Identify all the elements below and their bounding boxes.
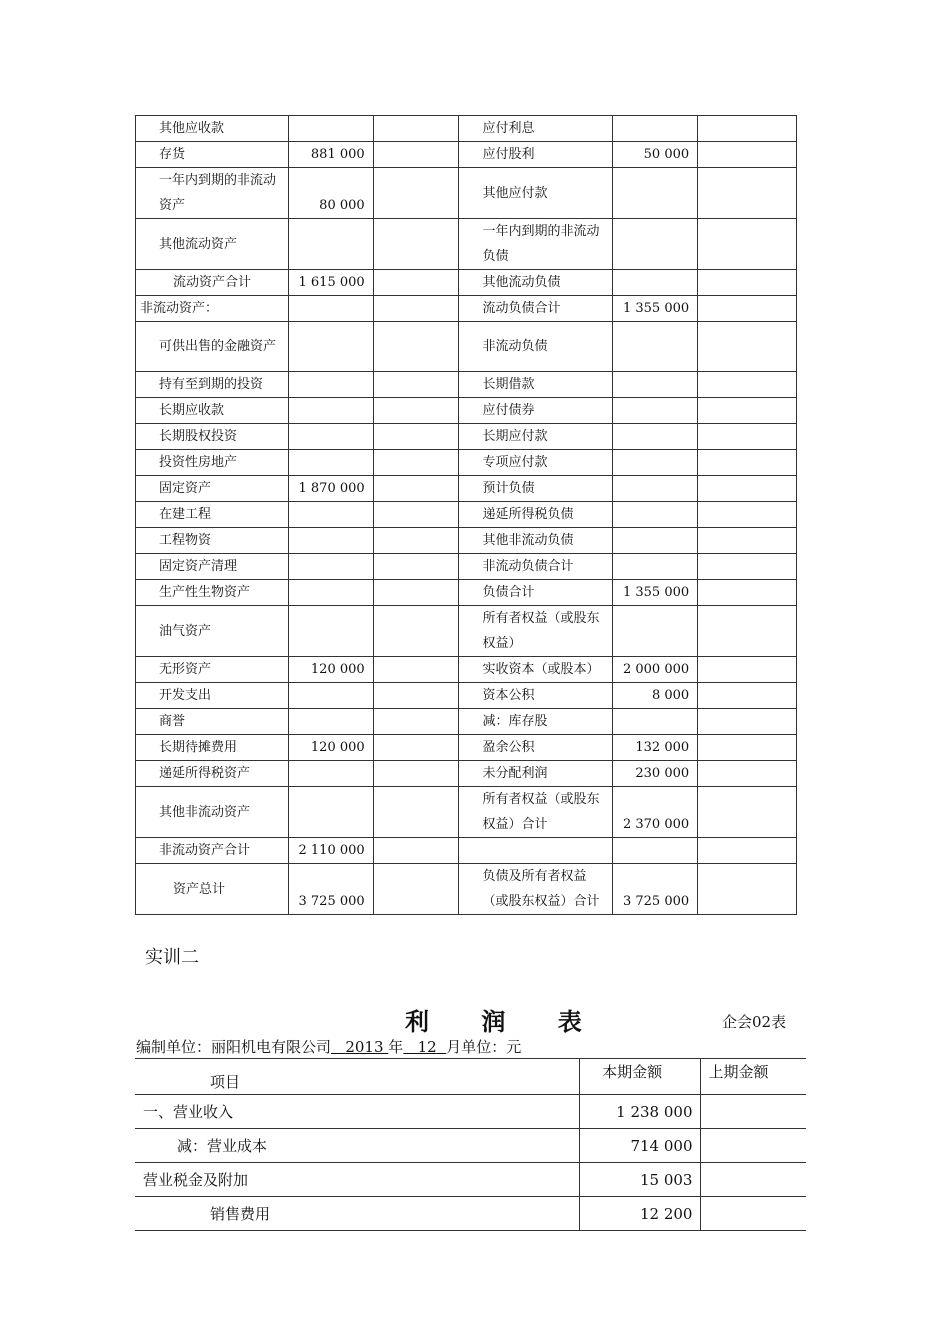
table-row — [136, 116, 797, 142]
right-end-amount — [613, 476, 698, 502]
right-end-amount — [613, 709, 698, 735]
table-row — [136, 761, 797, 787]
current-amount: 12 200 — [580, 1197, 701, 1231]
table-row — [136, 296, 797, 322]
left-begin-amount — [373, 476, 459, 502]
left-item: 流动资产合计 — [136, 270, 289, 296]
left-end-amount — [288, 424, 373, 450]
left-begin-amount — [373, 528, 459, 554]
table-row — [135, 1129, 806, 1163]
left-item: 长期待摊费用 — [136, 735, 289, 761]
left-item: 资产总计 — [136, 864, 289, 915]
left-end-amount — [288, 372, 373, 398]
right-item: 非流动负债合计 — [459, 554, 613, 580]
left-item: 在建工程 — [136, 502, 289, 528]
left-end-amount — [288, 787, 373, 838]
left-end-amount — [288, 554, 373, 580]
left-begin-amount — [373, 502, 459, 528]
right-item: 其他应付款 — [459, 168, 613, 219]
right-end-amount: 2 370 000 — [613, 787, 698, 838]
left-begin-amount — [373, 296, 459, 322]
left-begin-amount — [373, 838, 459, 864]
left-end-amount — [288, 219, 373, 270]
left-begin-amount — [373, 554, 459, 580]
right-begin-amount — [698, 554, 797, 580]
report-year: 2013 — [345, 1038, 384, 1056]
table-row — [136, 372, 797, 398]
right-item: 其他非流动负债 — [459, 528, 613, 554]
left-begin-amount — [373, 168, 459, 219]
right-item: 非流动负债 — [459, 322, 613, 372]
left-item: 长期股权投资 — [136, 424, 289, 450]
right-item: 流动负债合计 — [459, 296, 613, 322]
month-unit-suffix: 月单位：元 — [446, 1038, 522, 1056]
left-begin-amount — [373, 322, 459, 372]
table-row — [136, 657, 797, 683]
left-begin-amount — [373, 270, 459, 296]
table-header-row — [135, 1059, 806, 1095]
report-month: 12 — [417, 1038, 437, 1056]
right-begin-amount — [698, 864, 797, 915]
preparer-unit: 编制单位：丽阳机电有限公司 — [136, 1038, 332, 1056]
income-statement-table — [135, 1058, 806, 1231]
right-begin-amount — [698, 787, 797, 838]
left-item: 生产性生物资产 — [136, 580, 289, 606]
table-row — [136, 219, 797, 270]
right-begin-amount — [698, 709, 797, 735]
header-current: 本期金额 — [580, 1059, 701, 1095]
table-row — [136, 502, 797, 528]
right-begin-amount — [698, 476, 797, 502]
preparer-line — [136, 1036, 521, 1057]
left-begin-amount — [373, 142, 459, 168]
left-end-amount — [288, 398, 373, 424]
right-item: 其他流动负债 — [459, 270, 613, 296]
right-begin-amount — [698, 838, 797, 864]
header-previous: 上期金额 — [701, 1059, 806, 1095]
table-row — [136, 528, 797, 554]
left-item: 无形资产 — [136, 657, 289, 683]
table-row — [135, 1095, 806, 1129]
left-begin-amount — [373, 735, 459, 761]
previous-amount — [701, 1129, 806, 1163]
left-end-amount: 120 000 — [288, 657, 373, 683]
right-begin-amount — [698, 424, 797, 450]
table-row — [136, 735, 797, 761]
right-item: 负债合计 — [459, 580, 613, 606]
right-end-amount — [613, 502, 698, 528]
left-item: 可供出售的金融资产 — [136, 322, 289, 372]
table-row — [136, 450, 797, 476]
right-item: 长期借款 — [459, 372, 613, 398]
left-begin-amount — [373, 709, 459, 735]
left-end-amount — [288, 450, 373, 476]
left-item: 持有至到期的投资 — [136, 372, 289, 398]
left-item: 其他应收款 — [136, 116, 289, 142]
left-item: 长期应收款 — [136, 398, 289, 424]
right-item: 减：库存股 — [459, 709, 613, 735]
left-end-amount: 1 870 000 — [288, 476, 373, 502]
table-row — [136, 476, 797, 502]
left-item: 商誉 — [136, 709, 289, 735]
right-item: 长期应付款 — [459, 424, 613, 450]
table-row — [136, 864, 797, 915]
right-end-amount — [613, 528, 698, 554]
current-amount: 1 238 000 — [580, 1095, 701, 1129]
table-row — [136, 709, 797, 735]
left-begin-amount — [373, 372, 459, 398]
right-end-amount: 8 000 — [613, 683, 698, 709]
right-begin-amount — [698, 296, 797, 322]
right-item: 未分配利润 — [459, 761, 613, 787]
right-end-amount: 3 725 000 — [613, 864, 698, 915]
right-end-amount — [613, 450, 698, 476]
item: 营业税金及附加 — [135, 1163, 580, 1197]
left-end-amount — [288, 709, 373, 735]
right-item: 专项应付款 — [459, 450, 613, 476]
right-end-amount — [613, 219, 698, 270]
table-row — [136, 580, 797, 606]
left-begin-amount — [373, 657, 459, 683]
left-end-amount — [288, 296, 373, 322]
left-begin-amount — [373, 864, 459, 915]
right-end-amount: 50 000 — [613, 142, 698, 168]
left-end-amount — [288, 683, 373, 709]
left-begin-amount — [373, 580, 459, 606]
right-end-amount — [613, 606, 698, 657]
table-row — [136, 606, 797, 657]
left-end-amount: 881 000 — [288, 142, 373, 168]
right-begin-amount — [698, 735, 797, 761]
left-begin-amount — [373, 219, 459, 270]
right-begin-amount — [698, 168, 797, 219]
right-begin-amount — [698, 219, 797, 270]
right-item: 资本公积 — [459, 683, 613, 709]
right-item: 应付利息 — [459, 116, 613, 142]
table-row — [135, 1163, 806, 1197]
right-end-amount — [613, 398, 698, 424]
left-end-amount: 1 615 000 — [288, 270, 373, 296]
form-code: 企会02表 — [722, 1013, 787, 1031]
right-begin-amount — [698, 270, 797, 296]
table-row — [136, 554, 797, 580]
right-end-amount — [613, 554, 698, 580]
right-item: 所有者权益（或股东权益） — [459, 606, 613, 657]
left-item: 其他非流动资产 — [136, 787, 289, 838]
left-item: 递延所得税资产 — [136, 761, 289, 787]
right-end-amount — [613, 322, 698, 372]
table-row — [136, 142, 797, 168]
right-end-amount: 1 355 000 — [613, 580, 698, 606]
balance-sheet-table — [135, 115, 797, 915]
right-end-amount: 1 355 000 — [613, 296, 698, 322]
left-end-amount — [288, 528, 373, 554]
right-end-amount: 230 000 — [613, 761, 698, 787]
section-title: 实训二 — [145, 947, 199, 968]
table-row — [136, 322, 797, 372]
right-item: 盈余公积 — [459, 735, 613, 761]
left-begin-amount — [373, 398, 459, 424]
previous-amount — [701, 1095, 806, 1129]
right-item: 负债及所有者权益（或股东权益）合计 — [459, 864, 613, 915]
right-begin-amount — [698, 116, 797, 142]
right-end-amount — [613, 838, 698, 864]
left-item: 一年内到期的非流动资产 — [136, 168, 289, 219]
right-end-amount — [613, 270, 698, 296]
table-row — [136, 838, 797, 864]
item: 减：营业成本 — [135, 1129, 580, 1163]
left-end-amount — [288, 322, 373, 372]
left-end-amount: 2 110 000 — [288, 838, 373, 864]
right-begin-amount — [698, 657, 797, 683]
income-statement-title: 利 润 表 — [405, 1007, 604, 1036]
left-item: 存货 — [136, 142, 289, 168]
left-item: 非流动资产： — [136, 296, 289, 322]
left-end-amount: 120 000 — [288, 735, 373, 761]
left-end-amount — [288, 502, 373, 528]
left-begin-amount — [373, 683, 459, 709]
previous-amount — [701, 1163, 806, 1197]
right-item: 实收资本（或股本） — [459, 657, 613, 683]
year-suffix: 年 — [388, 1038, 404, 1056]
left-item: 其他流动资产 — [136, 219, 289, 270]
right-begin-amount — [698, 606, 797, 657]
right-begin-amount — [698, 528, 797, 554]
left-end-amount — [288, 580, 373, 606]
right-begin-amount — [698, 580, 797, 606]
right-begin-amount — [698, 761, 797, 787]
left-begin-amount — [373, 450, 459, 476]
left-item: 非流动资产合计 — [136, 838, 289, 864]
left-item: 开发支出 — [136, 683, 289, 709]
right-end-amount — [613, 116, 698, 142]
left-item: 油气资产 — [136, 606, 289, 657]
right-begin-amount — [698, 450, 797, 476]
left-end-amount: 3 725 000 — [288, 864, 373, 915]
left-begin-amount — [373, 761, 459, 787]
previous-amount — [701, 1197, 806, 1231]
table-row — [136, 398, 797, 424]
right-item: 预计负债 — [459, 476, 613, 502]
current-amount: 714 000 — [580, 1129, 701, 1163]
right-begin-amount — [698, 372, 797, 398]
left-item: 固定资产 — [136, 476, 289, 502]
table-row — [136, 683, 797, 709]
table-row — [136, 787, 797, 838]
right-begin-amount — [698, 398, 797, 424]
right-end-amount — [613, 372, 698, 398]
left-end-amount — [288, 116, 373, 142]
left-begin-amount — [373, 606, 459, 657]
right-begin-amount — [698, 322, 797, 372]
right-begin-amount — [698, 502, 797, 528]
left-begin-amount — [373, 787, 459, 838]
table-row — [135, 1197, 806, 1231]
right-item — [459, 838, 613, 864]
right-item: 应付债券 — [459, 398, 613, 424]
right-item: 应付股利 — [459, 142, 613, 168]
left-end-amount — [288, 606, 373, 657]
table-row — [136, 424, 797, 450]
current-amount: 15 003 — [580, 1163, 701, 1197]
left-end-amount — [288, 761, 373, 787]
item: 销售费用 — [135, 1197, 580, 1231]
table-row — [136, 270, 797, 296]
right-end-amount — [613, 424, 698, 450]
left-item: 投资性房地产 — [136, 450, 289, 476]
right-item: 一年内到期的非流动负债 — [459, 219, 613, 270]
right-end-amount — [613, 168, 698, 219]
right-item: 所有者权益（或股东权益）合计 — [459, 787, 613, 838]
left-begin-amount — [373, 116, 459, 142]
right-end-amount: 2 000 000 — [613, 657, 698, 683]
header-item: 项目 — [135, 1059, 580, 1095]
left-end-amount: 80 000 — [288, 168, 373, 219]
left-item: 固定资产清理 — [136, 554, 289, 580]
table-row — [136, 168, 797, 219]
right-end-amount: 132 000 — [613, 735, 698, 761]
right-begin-amount — [698, 142, 797, 168]
right-item: 递延所得税负债 — [459, 502, 613, 528]
item: 一、营业收入 — [135, 1095, 580, 1129]
left-item: 工程物资 — [136, 528, 289, 554]
right-begin-amount — [698, 683, 797, 709]
left-begin-amount — [373, 424, 459, 450]
